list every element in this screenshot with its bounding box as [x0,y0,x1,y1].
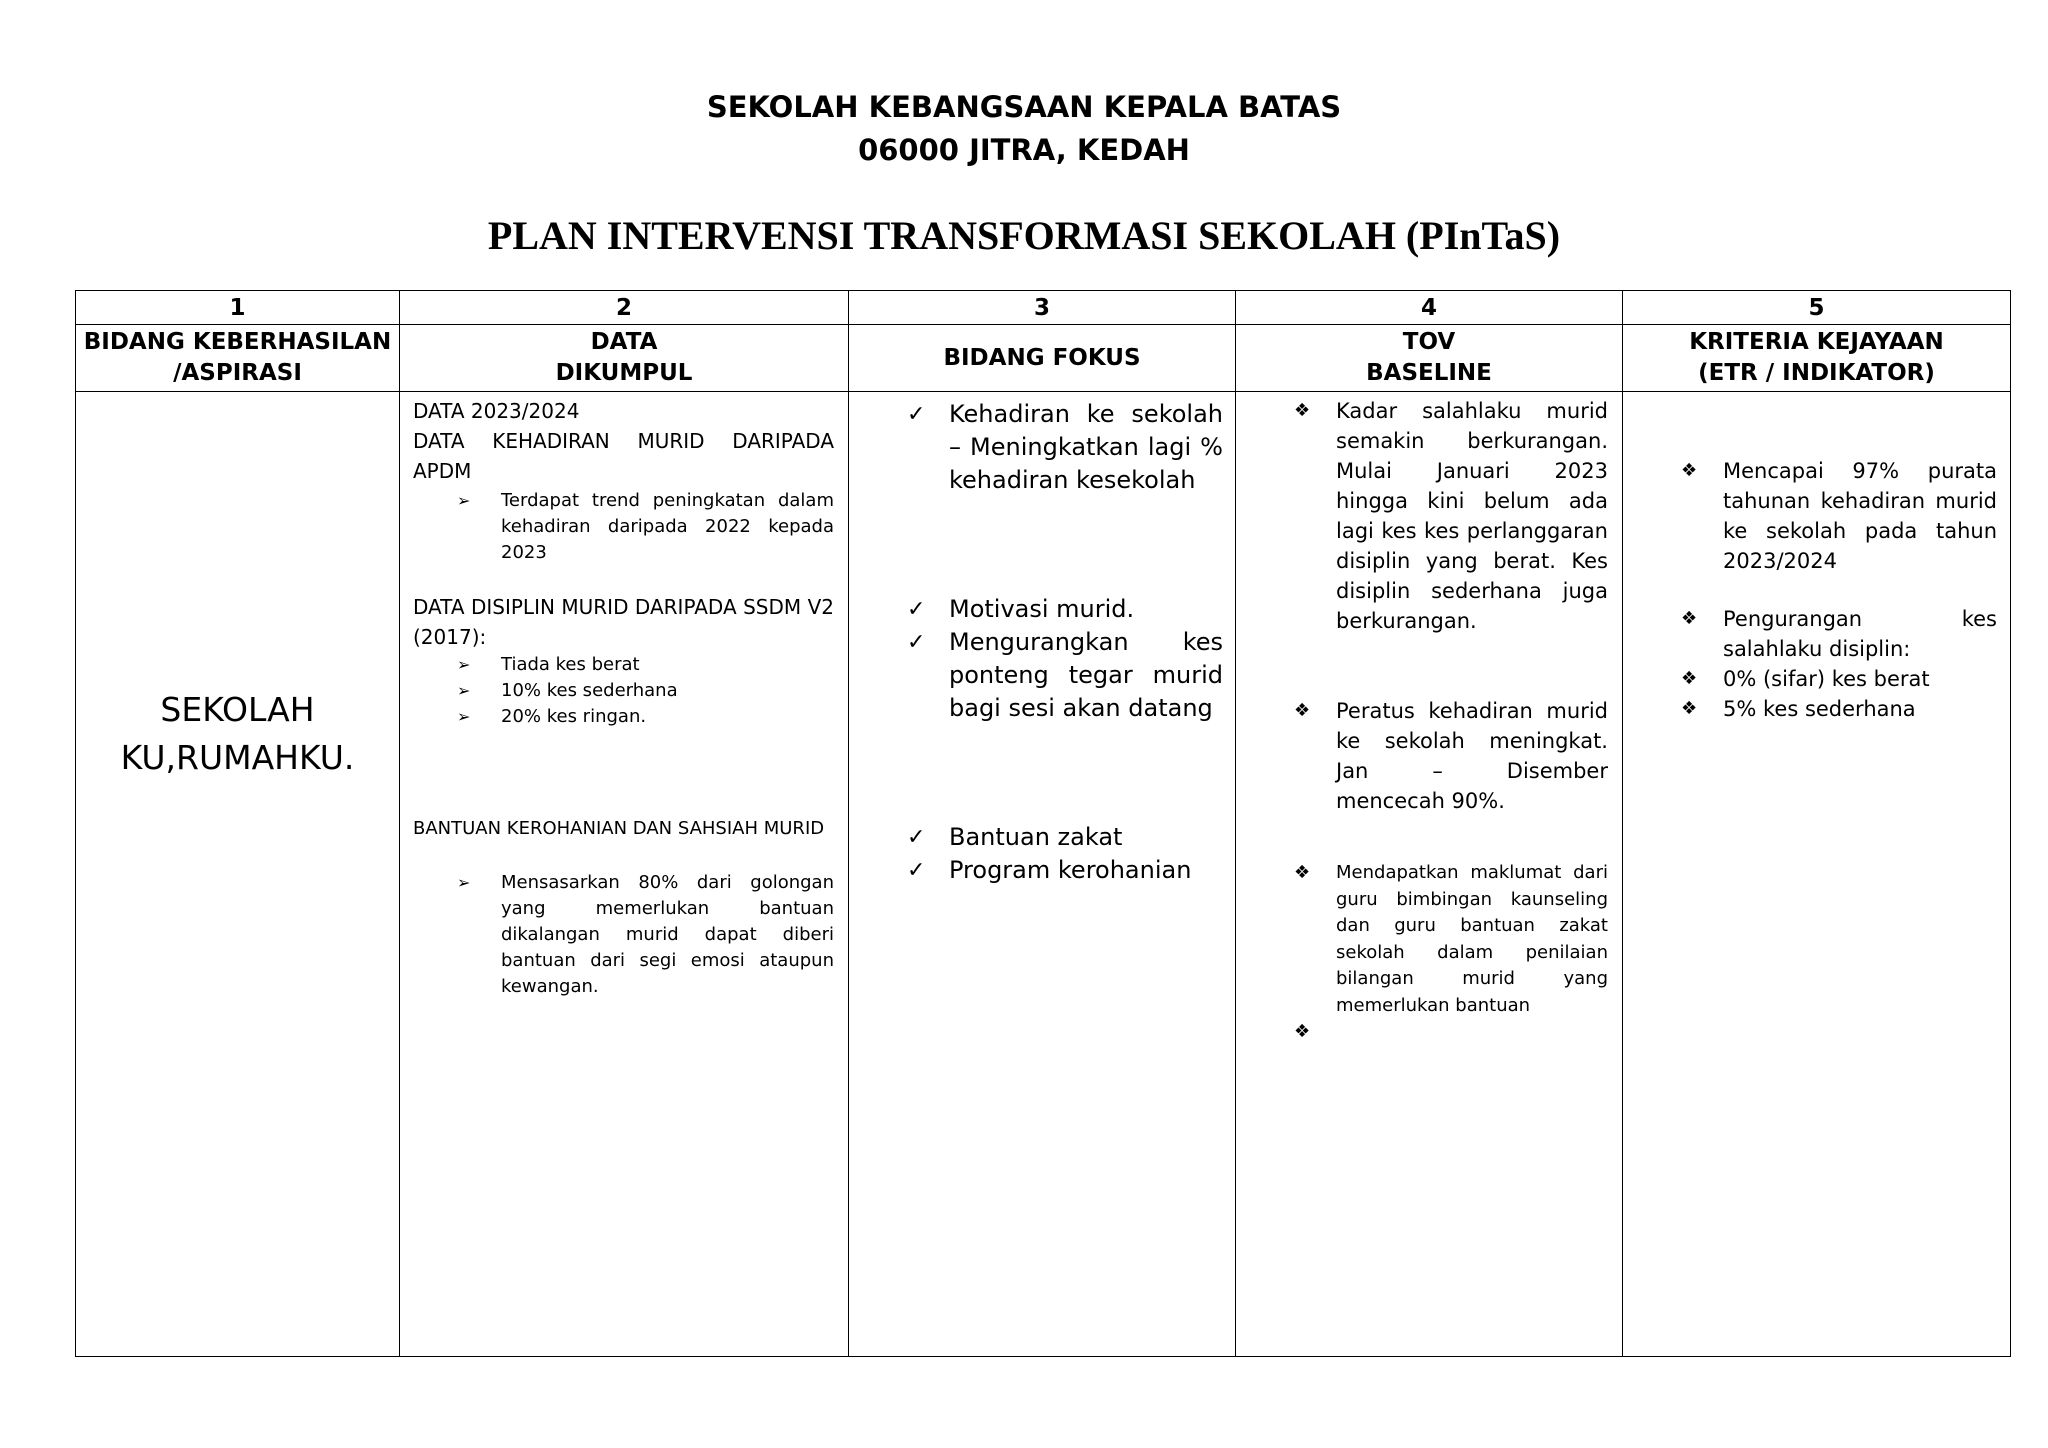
cell-aspirasi [76,392,400,1357]
header-line: BASELINE [1366,360,1492,386]
diamond-bullet-icon: ❖ [1681,698,1698,719]
attendance-heading: DATA KEHADIRAN MURID DARIPADA APDM [413,429,834,483]
header-kriteria-kejayaan [1623,325,2011,392]
baseline-list-1 [1236,396,1608,636]
attendance-list [413,488,834,566]
header-line: TOV [1402,329,1456,355]
column-number: 1 [76,291,400,325]
content-row [76,392,2011,1357]
header-bidang-keberhasilan [76,325,400,392]
criteria-list-1 [1623,456,1997,576]
list-item [413,870,834,1000]
list-item [1623,604,1997,664]
header-line: DIKUMPUL [555,360,693,386]
focus-list-3 [849,821,1223,887]
cell-data-dikumpul [400,392,849,1357]
header-tov-baseline [1236,325,1623,392]
check-icon: ✓ [907,630,926,655]
list-item [1623,664,1997,694]
diamond-bullet-icon: ❖ [1681,668,1698,689]
list-item [413,704,834,730]
cell-bidang-fokus [849,392,1236,1357]
baseline-list-2 [1236,696,1608,816]
list-item [849,854,1223,887]
diamond-bullet-icon: ❖ [1681,608,1698,629]
list-item-text: Terdapat trend peningkatan dalam kehadiran daripada 2022 kepada 2023 [501,490,834,563]
list-item-text: 5% kes sederhana [1723,697,1916,721]
list-item-text: 0% (sifar) kes berat [1723,667,1930,691]
arrow-bullet-icon: ➢ [457,655,471,674]
list-item [849,626,1223,725]
school-address: 06000 JITRA, KEDAH [858,133,1190,167]
list-item-text: Mengurangkan kes ponteng tegar murid bagi sesi akan datang [949,628,1223,722]
list-item [413,678,834,704]
check-icon: ✓ [907,402,926,427]
column-number: 4 [1236,291,1623,325]
cell-tov-baseline [1236,392,1623,1357]
list-item-text: Kadar salahlaku murid semakin berkurangan. Mulai Januari 2023 hingga kini belum ada lagi kes kes perlanggaran disiplin yang berat. Kes disiplin sederhana juga berkurangan. [1336,399,1608,633]
list-item [1236,1019,1608,1047]
column-number: 5 [1623,291,2011,325]
list-item [849,398,1223,497]
support-heading: BANTUAN KEROHANIAN DAN SAHSIAH MURID [413,818,825,839]
diamond-bullet-icon: ❖ [1294,400,1311,421]
column-number: 3 [849,291,1236,325]
data-year: DATA 2023/2024 [413,399,580,423]
header-line: /ASPIRASI [173,360,302,386]
aspirasi-text [76,686,399,782]
check-icon: ✓ [907,858,926,883]
check-icon: ✓ [907,597,926,622]
pintas-table [75,290,2011,1357]
cell-kriteria-kejayaan [1623,392,2011,1357]
arrow-bullet-icon: ➢ [457,491,471,510]
header-line: DATA [590,329,658,355]
plan-title: PLAN INTERVENSI TRANSFORMASI SEKOLAH (PInTaS) [487,213,1561,258]
aspirasi-line: SEKOLAH [160,690,315,729]
list-item [413,652,834,678]
discipline-heading: DATA DISIPLIN MURID DARIPADA SSDM V2 (2017): [413,595,834,649]
school-name: SEKOLAH KEBANGSAAN KEPALA BATAS [706,90,1342,124]
list-item [1236,860,1608,1019]
list-item-text: Mensasarkan 80% dari golongan yang memerlukan bantuan dikalangan murid dapat diberi bantuan dari segi emosi ataupun kewangan. [501,872,834,997]
header-bidang-fokus [849,325,1236,392]
column-number-row [76,291,2011,325]
list-item-text: 10% kes sederhana [501,680,678,701]
column-number: 2 [400,291,849,325]
arrow-bullet-icon: ➢ [457,873,471,892]
list-item-text: Mendapatkan maklumat dari guru bimbingan kaunseling dan guru bantuan zakat sekolah dalam penilaian bilangan murid yang memerlukan bantuan [1336,862,1608,1016]
list-item-text: Program kerohanian [949,856,1192,884]
list-item-text: Motivasi murid. [949,595,1135,623]
support-list [413,870,834,1000]
header-line: BIDANG FOKUS [943,344,1141,371]
column-header-row [76,325,2011,392]
arrow-bullet-icon: ➢ [457,707,471,726]
list-item-text: Mencapai 97% purata tahunan kehadiran murid ke sekolah pada tahun 2023/2024 [1723,459,1997,573]
list-item-text: Peratus kehadiran murid ke sekolah meningkat. Jan – Disember mencecah 90%. [1336,699,1608,813]
criteria-list-2 [1623,604,1997,724]
diamond-bullet-icon: ❖ [1294,1021,1311,1042]
list-item [413,488,834,566]
discipline-list [413,652,834,730]
diamond-bullet-icon: ❖ [1294,862,1311,883]
list-item-text: Bantuan zakat [949,823,1123,851]
list-item-text: Kehadiran ke sekolah – Meningkatkan lagi % kehadiran kesekolah [949,400,1223,494]
header-data-dikumpul [400,325,849,392]
diamond-bullet-icon: ❖ [1294,700,1311,721]
list-item-text: Tiada kes berat [501,654,640,675]
focus-list-2 [849,593,1223,725]
check-icon: ✓ [907,825,926,850]
arrow-bullet-icon: ➢ [457,681,471,700]
focus-list-1 [849,398,1223,497]
list-item [1623,456,1997,576]
diamond-bullet-icon: ❖ [1681,460,1698,481]
list-item [849,821,1223,854]
list-item [1236,396,1608,636]
header-line: (ETR / INDIKATOR) [1698,360,1935,386]
aspirasi-line: KU,RUMAHKU. [120,738,355,777]
list-item [1623,694,1997,724]
list-item [849,593,1223,626]
list-item-text: 20% kes ringan. [501,706,647,727]
list-item [1236,696,1608,816]
header-line: KRITERIA KEJAYAAN [1689,329,1944,355]
list-item-text: Pengurangan kes salahlaku disiplin: [1723,607,1997,661]
header-line: BIDANG KEBERHASILAN [83,329,392,355]
baseline-list-3 [1236,860,1608,1047]
